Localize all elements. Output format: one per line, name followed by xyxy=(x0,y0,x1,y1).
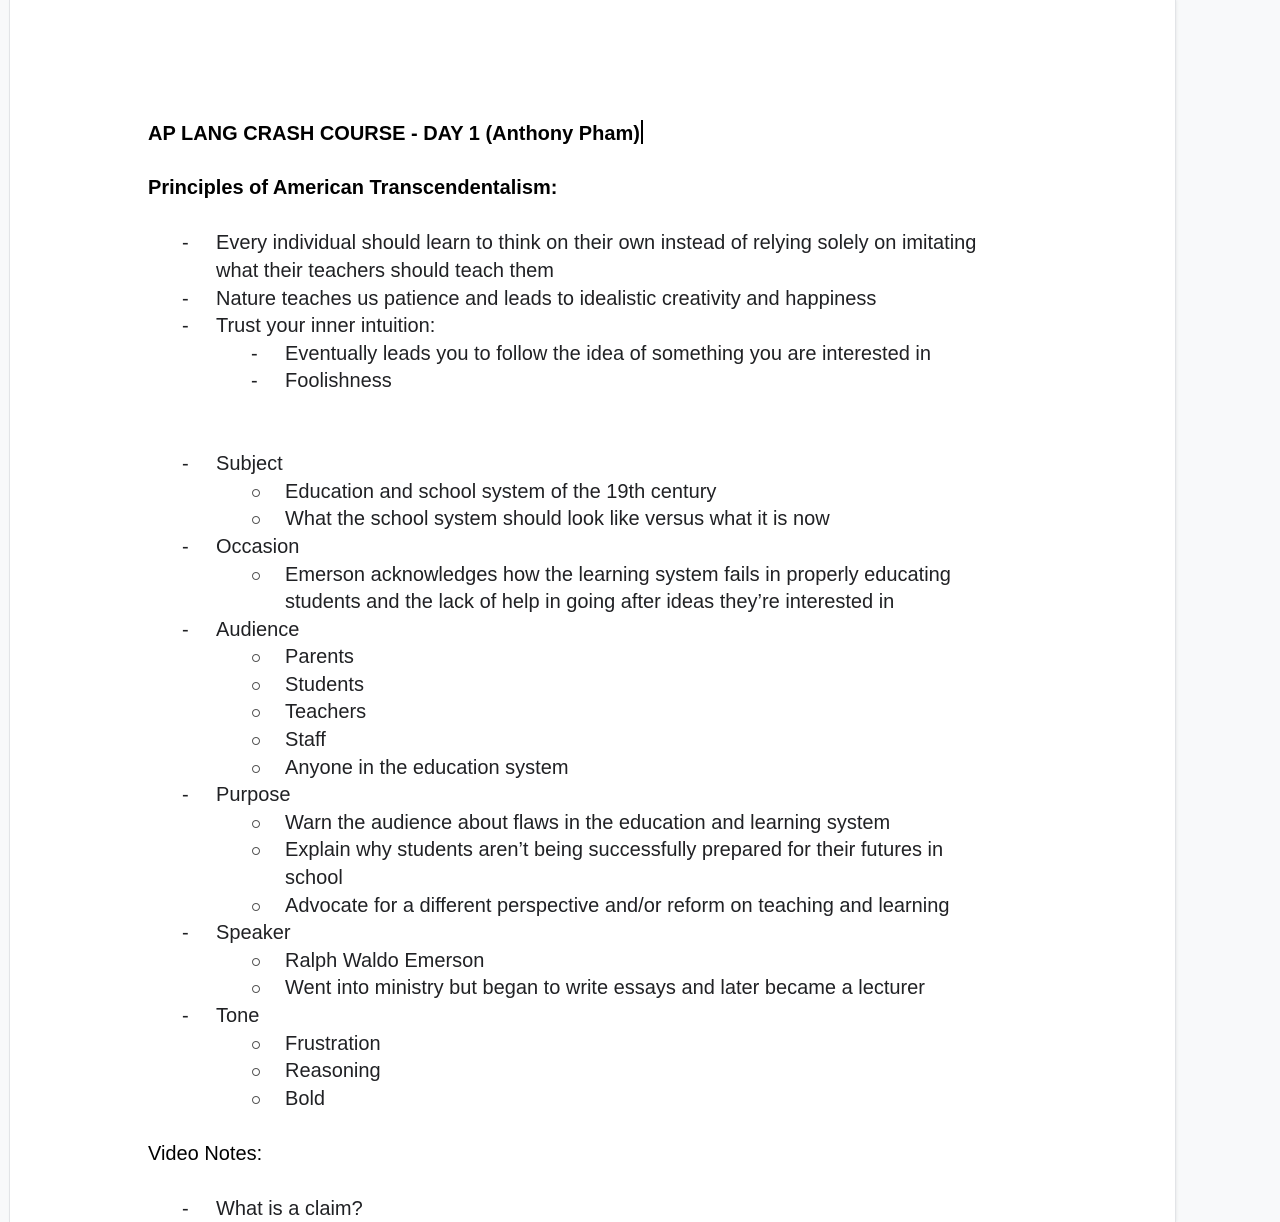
sub-list-item[interactable] xyxy=(148,506,1048,534)
hollow-circle-bullet-icon xyxy=(252,1096,260,1104)
hollow-circle-bullet-icon xyxy=(252,516,260,524)
hollow-circle-bullet-icon xyxy=(252,1041,260,1049)
sub-list-item[interactable] xyxy=(148,1086,1048,1114)
list-item-subject[interactable] xyxy=(148,451,1048,479)
blank-lines xyxy=(148,396,1048,451)
document-title[interactable] xyxy=(148,120,1048,148)
dash-bullet: - xyxy=(182,1198,189,1221)
hollow-circle-bullet-icon xyxy=(252,847,260,855)
section-heading[interactable]: Principles of American Transcendentalism: xyxy=(148,177,558,200)
document-page[interactable] xyxy=(10,0,1175,1222)
dash-bullet: - xyxy=(182,315,189,338)
hollow-circle-bullet-icon xyxy=(252,903,260,911)
list-item-text[interactable]: Purpose xyxy=(216,784,291,807)
sub-list-item[interactable] xyxy=(148,755,1048,783)
hollow-circle-bullet-icon xyxy=(252,682,260,690)
dash-bullet: - xyxy=(182,784,189,807)
sub-list-item[interactable] xyxy=(148,368,1048,396)
list-item-text[interactable]: Reasoning xyxy=(285,1060,381,1083)
list-item-audience[interactable] xyxy=(148,617,1048,645)
sub-list-item[interactable] xyxy=(148,727,1048,755)
dash-bullet: - xyxy=(182,453,189,476)
dash-bullet: - xyxy=(182,232,189,255)
list-item-text[interactable]: What the school system should look like versus what it is now xyxy=(285,508,830,531)
list-item[interactable] xyxy=(148,230,1048,285)
list-item-text[interactable]: Explain why students aren’t being successfully prepared for their futures in school xyxy=(285,839,944,890)
list-item[interactable] xyxy=(148,286,1048,314)
video-notes-heading[interactable]: Video Notes: xyxy=(148,1142,263,1165)
soapstone-list xyxy=(148,451,1048,1113)
sub-list-item[interactable] xyxy=(148,479,1048,507)
list-item-text[interactable]: Every individual should learn to think on their own instead of relying solely on imitating what their teachers should teach them xyxy=(216,232,977,282)
list-item-text[interactable]: Staff xyxy=(285,729,326,752)
list-item-text[interactable]: Warn the audience about flaws in the education and learning system xyxy=(285,811,891,834)
sub-list-item[interactable] xyxy=(148,948,1048,976)
list-item-text[interactable]: Teachers xyxy=(285,701,367,724)
list-item-text[interactable]: Eventually leads you to follow the idea of something you are interested in xyxy=(285,342,931,365)
principles-list xyxy=(148,230,1048,396)
list-item-text[interactable]: Nature teaches us patience and leads to idealistic creativity and happiness xyxy=(216,287,877,310)
list-item-text[interactable]: Audience xyxy=(216,618,300,641)
blank-line xyxy=(148,1169,1048,1197)
dash-bullet: - xyxy=(251,370,258,393)
dash-bullet: - xyxy=(182,922,189,945)
title-text[interactable]: AP LANG CRASH COURSE - DAY 1 (Anthony Pham) xyxy=(148,123,640,145)
list-item-tone[interactable] xyxy=(148,1003,1048,1031)
list-item-text[interactable]: Advocate for a different perspective and/or reform on teaching and learning xyxy=(285,894,950,917)
hollow-circle-bullet-icon xyxy=(252,1068,260,1076)
hollow-circle-bullet-icon xyxy=(252,654,260,662)
hollow-circle-bullet-icon xyxy=(252,765,260,773)
sub-list-item[interactable] xyxy=(148,562,1048,617)
hollow-circle-bullet-icon xyxy=(252,737,260,745)
sub-list-item[interactable] xyxy=(148,975,1048,1003)
sub-list-item[interactable] xyxy=(148,672,1048,700)
sub-list-item[interactable] xyxy=(148,699,1048,727)
list-item-text[interactable]: Ralph Waldo Emerson xyxy=(285,949,485,972)
list-item-speaker[interactable] xyxy=(148,920,1048,948)
list-item-text[interactable]: Trust your inner intuition: xyxy=(216,315,436,338)
dash-bullet: - xyxy=(182,618,189,641)
list-item[interactable] xyxy=(148,1196,1048,1222)
dash-bullet: - xyxy=(251,342,258,365)
hollow-circle-bullet-icon xyxy=(252,958,260,966)
sub-list-item[interactable] xyxy=(148,893,1048,921)
list-item-text[interactable]: Subject xyxy=(216,453,283,476)
hollow-circle-bullet-icon xyxy=(252,572,260,580)
hollow-circle-bullet-icon xyxy=(252,489,260,497)
sub-list-item[interactable] xyxy=(148,644,1048,672)
blank-line xyxy=(148,203,1048,231)
list-item-text[interactable]: Speaker xyxy=(216,922,291,945)
sub-list-item[interactable] xyxy=(148,810,1048,838)
list-item-text[interactable]: Anyone in the education system xyxy=(285,756,569,779)
dash-bullet: - xyxy=(182,1005,189,1027)
document-body[interactable] xyxy=(148,120,1048,1222)
hollow-circle-bullet-icon xyxy=(252,709,260,717)
list-item-purpose[interactable] xyxy=(148,782,1048,810)
list-item-text[interactable]: Went into ministry but began to write essays and later became a lecturer xyxy=(285,977,925,1000)
blank-line xyxy=(148,1113,1048,1141)
sub-list-item[interactable] xyxy=(148,837,1048,892)
dash-bullet: - xyxy=(182,535,189,558)
text-cursor xyxy=(641,120,643,144)
list-item-text[interactable]: Education and school system of the 19th century xyxy=(285,480,717,503)
list-item-text[interactable]: Tone xyxy=(216,1005,260,1027)
list-item[interactable] xyxy=(148,313,1048,341)
list-item-text[interactable]: Bold xyxy=(285,1087,326,1110)
hollow-circle-bullet-icon xyxy=(252,820,260,828)
list-item-occasion[interactable] xyxy=(148,534,1048,562)
video-notes-list xyxy=(148,1196,1048,1222)
sub-list-item[interactable] xyxy=(148,341,1048,369)
list-item-text[interactable]: Students xyxy=(285,673,364,696)
list-item-text[interactable]: Foolishness xyxy=(285,370,392,393)
sub-list-item[interactable] xyxy=(148,1031,1048,1059)
list-item-text[interactable]: Frustration xyxy=(285,1032,381,1055)
list-item-text[interactable]: Occasion xyxy=(216,535,300,558)
list-item-text[interactable]: Emerson acknowledges how the learning system fails in properly educating students and the lack of help in going after ideas they’re interested in xyxy=(285,563,951,614)
list-item-text[interactable]: Parents xyxy=(285,646,354,669)
dash-bullet: - xyxy=(182,287,189,310)
sub-list-item[interactable] xyxy=(148,1058,1048,1086)
list-item-text[interactable]: What is a claim? xyxy=(216,1198,363,1221)
hollow-circle-bullet-icon xyxy=(252,985,260,993)
